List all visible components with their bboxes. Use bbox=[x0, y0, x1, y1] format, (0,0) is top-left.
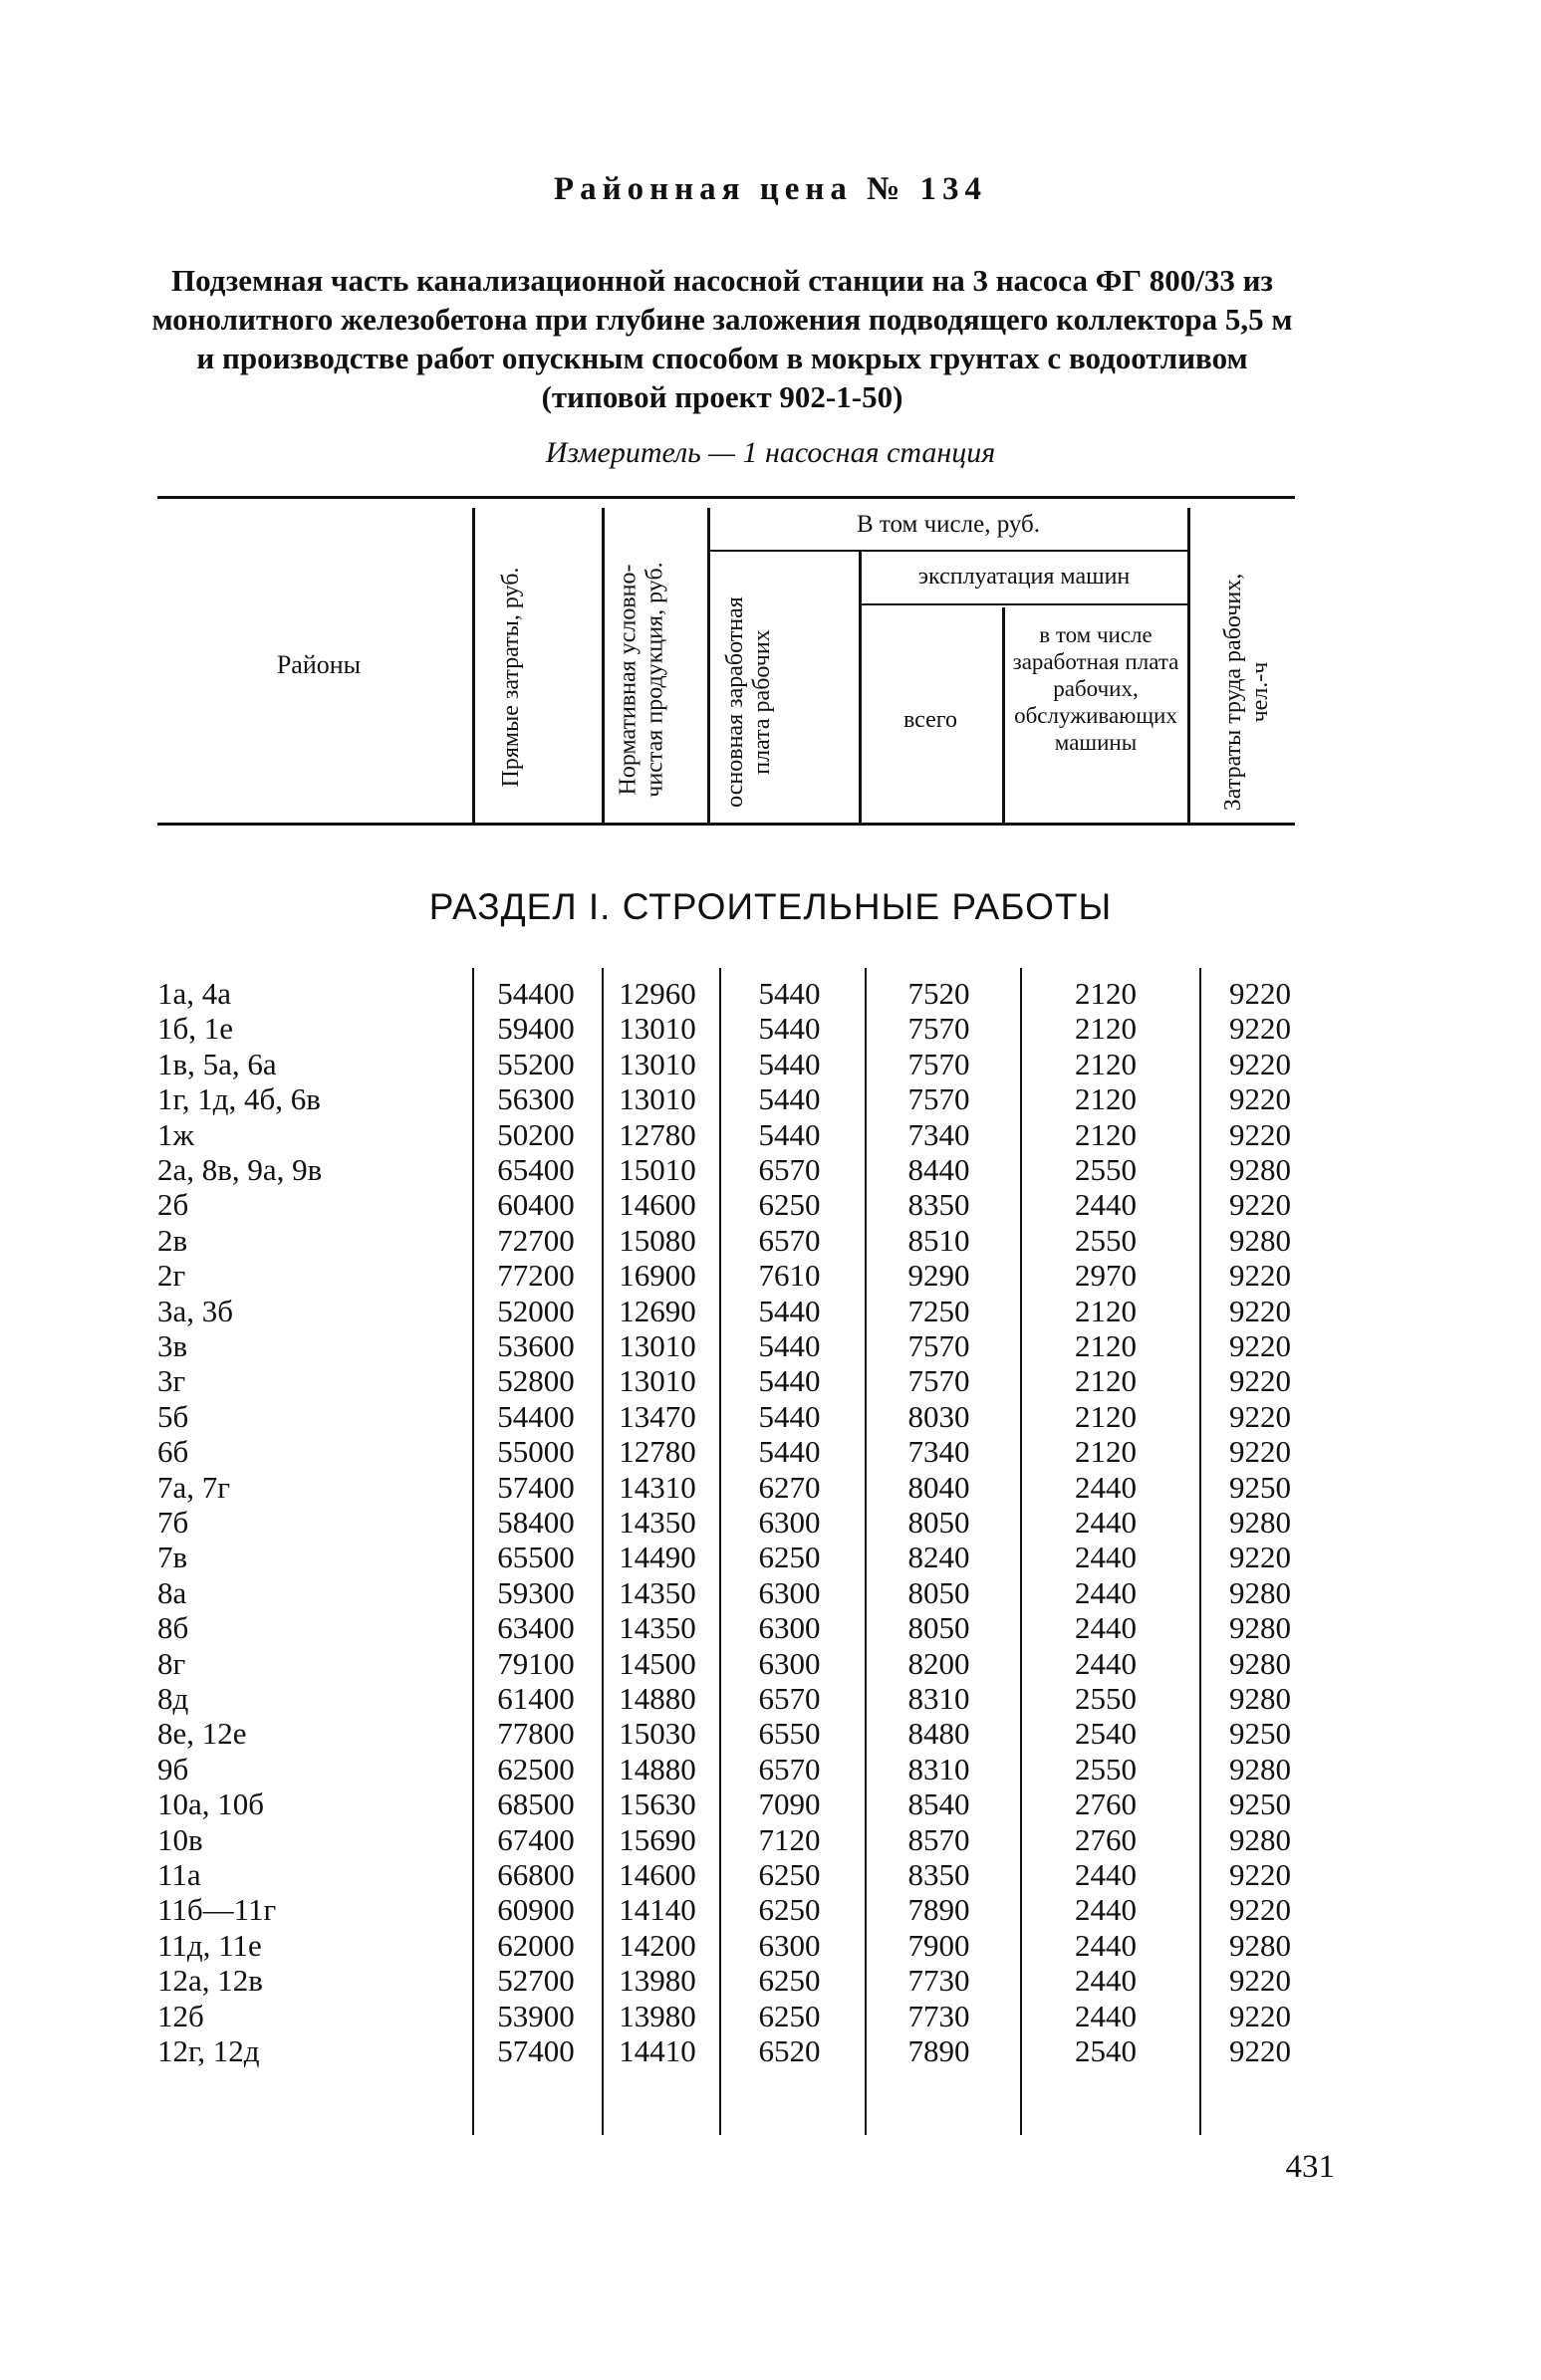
overhead-cell: 12780 bbox=[619, 1116, 696, 1152]
direct-costs-cell: 50200 bbox=[497, 1116, 575, 1152]
labor-cell: 9220 bbox=[1229, 976, 1291, 1011]
labor-cell: 9280 bbox=[1229, 1505, 1291, 1540]
direct-costs-cell: 52700 bbox=[497, 1963, 575, 1999]
table-row bbox=[0, 1399, 1541, 1435]
machines-total-cell: 7900 bbox=[907, 1927, 970, 1963]
direct-costs-cell: 65400 bbox=[497, 1152, 575, 1187]
region-cell: 10в bbox=[157, 1821, 203, 1857]
page-title: Районная цена № 134 bbox=[553, 171, 988, 207]
direct-costs-cell: 55000 bbox=[497, 1434, 575, 1470]
machine-wage-cell: 2120 bbox=[1075, 976, 1137, 1011]
region-cell: 7а, 7г bbox=[157, 1469, 230, 1505]
table-row bbox=[0, 1610, 1541, 1646]
base-wage-cell: 7090 bbox=[758, 1786, 821, 1822]
labor-cell: 9220 bbox=[1229, 1892, 1291, 1928]
table-row bbox=[0, 976, 1541, 1012]
table-row bbox=[0, 1223, 1541, 1259]
table-row bbox=[0, 1011, 1541, 1047]
overhead-cell: 15080 bbox=[619, 1222, 696, 1258]
table-row bbox=[0, 1681, 1541, 1717]
table-row bbox=[0, 1540, 1541, 1575]
table-row bbox=[0, 1258, 1541, 1294]
base-wage-cell: 7610 bbox=[758, 1258, 821, 1294]
direct-costs-cell: 77800 bbox=[497, 1716, 575, 1752]
base-wage-cell: 5440 bbox=[758, 1398, 821, 1434]
base-wage-cell: 6570 bbox=[758, 1681, 821, 1716]
overhead-cell: 13010 bbox=[619, 1011, 696, 1047]
table-row bbox=[0, 1434, 1541, 1470]
machine-wage-cell: 2440 bbox=[1075, 1963, 1137, 1999]
direct-costs-cell: 63400 bbox=[497, 1610, 575, 1646]
machine-wage-cell: 2120 bbox=[1075, 1328, 1137, 1363]
base-wage-cell: 6250 bbox=[758, 1892, 821, 1928]
overhead-cell: 15630 bbox=[619, 1786, 696, 1822]
overhead-cell: 14140 bbox=[619, 1892, 696, 1928]
labor-cell: 9220 bbox=[1229, 1293, 1291, 1328]
region-cell: 9б bbox=[157, 1751, 189, 1786]
section-heading: РАЗДЕЛ I. СТРОИТЕЛЬНЫЕ РАБОТЫ bbox=[428, 886, 1113, 927]
overhead-cell: 14880 bbox=[619, 1681, 696, 1716]
base-wage-cell: 6250 bbox=[758, 1963, 821, 1999]
machines-total-cell: 7570 bbox=[907, 1328, 970, 1363]
machines-total-cell: 7250 bbox=[907, 1293, 970, 1328]
header-labor: Затраты труда рабочих, чел.-ч bbox=[1220, 573, 1273, 812]
direct-costs-cell: 72700 bbox=[497, 1222, 575, 1258]
table-row bbox=[0, 1752, 1541, 1787]
labor-cell: 9220 bbox=[1229, 1258, 1291, 1294]
direct-costs-cell: 57400 bbox=[497, 1469, 575, 1505]
overhead-cell: 14500 bbox=[619, 1645, 696, 1681]
direct-costs-cell: 54400 bbox=[497, 1398, 575, 1434]
machine-wage-cell: 2540 bbox=[1075, 1716, 1137, 1752]
base-wage-cell: 7120 bbox=[758, 1821, 821, 1857]
table-row bbox=[0, 1117, 1541, 1153]
machines-total-cell: 8440 bbox=[907, 1152, 970, 1187]
header-including: В том числе, руб. bbox=[856, 511, 1041, 538]
overhead-cell: 13980 bbox=[619, 1998, 696, 2033]
region-cell: 8е, 12е bbox=[157, 1716, 247, 1752]
labor-cell: 9220 bbox=[1229, 1963, 1291, 1999]
header-total: всего bbox=[902, 707, 958, 733]
table-row bbox=[0, 1857, 1541, 1893]
machines-total-cell: 7890 bbox=[907, 2033, 970, 2068]
region-cell: 11б—11г bbox=[157, 1892, 277, 1928]
table-row bbox=[0, 1716, 1541, 1752]
labor-cell: 9220 bbox=[1229, 1398, 1291, 1434]
table-row bbox=[0, 1928, 1541, 1964]
table-row bbox=[0, 1646, 1541, 1682]
region-cell: 1ж bbox=[157, 1116, 194, 1152]
header-overhead: Нормативная условно-чистая продукция, руб. bbox=[615, 562, 668, 798]
table-row bbox=[0, 1152, 1541, 1188]
region-cell: 7б bbox=[157, 1505, 189, 1540]
labor-cell: 9220 bbox=[1229, 1328, 1291, 1363]
direct-costs-cell: 77200 bbox=[497, 1258, 575, 1294]
direct-costs-cell: 67400 bbox=[497, 1821, 575, 1857]
machine-wage-cell: 2440 bbox=[1075, 1927, 1137, 1963]
base-wage-cell: 6250 bbox=[758, 1187, 821, 1223]
labor-cell: 9280 bbox=[1229, 1821, 1291, 1857]
machine-wage-cell: 2440 bbox=[1075, 1187, 1137, 1223]
machines-total-cell: 8240 bbox=[907, 1540, 970, 1575]
base-wage-cell: 5440 bbox=[758, 976, 821, 1011]
labor-cell: 9220 bbox=[1229, 1081, 1291, 1117]
direct-costs-cell: 52800 bbox=[497, 1363, 575, 1399]
machine-wage-cell: 2120 bbox=[1075, 1293, 1137, 1328]
base-wage-cell: 6250 bbox=[758, 1857, 821, 1892]
machine-wage-cell: 2760 bbox=[1075, 1786, 1137, 1822]
region-cell: 2г bbox=[157, 1258, 186, 1294]
machines-total-cell: 8030 bbox=[907, 1398, 970, 1434]
base-wage-cell: 6570 bbox=[758, 1222, 821, 1258]
labor-cell: 9250 bbox=[1229, 1786, 1291, 1822]
base-wage-cell: 6300 bbox=[758, 1574, 821, 1610]
labor-cell: 9220 bbox=[1229, 1998, 1291, 2033]
base-wage-cell: 5440 bbox=[758, 1116, 821, 1152]
direct-costs-cell: 53600 bbox=[497, 1328, 575, 1363]
region-cell: 2в bbox=[157, 1222, 188, 1258]
direct-costs-cell: 59300 bbox=[497, 1574, 575, 1610]
overhead-cell: 12780 bbox=[619, 1434, 696, 1470]
machine-wage-cell: 2440 bbox=[1075, 1998, 1137, 2033]
region-cell: 2б bbox=[157, 1187, 189, 1223]
direct-costs-cell: 54400 bbox=[497, 976, 575, 1011]
region-cell: 8д bbox=[157, 1681, 189, 1716]
table-row bbox=[0, 2033, 1541, 2069]
machines-total-cell: 7340 bbox=[907, 1116, 970, 1152]
overhead-cell: 14310 bbox=[619, 1469, 696, 1505]
machine-wage-cell: 2120 bbox=[1075, 1116, 1137, 1152]
direct-costs-cell: 58400 bbox=[497, 1505, 575, 1540]
machine-wage-cell: 2440 bbox=[1075, 1574, 1137, 1610]
region-cell: 12а, 12в bbox=[157, 1963, 263, 1999]
machines-total-cell: 7570 bbox=[907, 1081, 970, 1117]
labor-cell: 9280 bbox=[1229, 1574, 1291, 1610]
machines-total-cell: 7570 bbox=[907, 1011, 970, 1047]
machine-wage-cell: 2440 bbox=[1075, 1540, 1137, 1575]
machines-total-cell: 8050 bbox=[907, 1505, 970, 1540]
machine-wage-cell: 2760 bbox=[1075, 1821, 1137, 1857]
header-divider bbox=[1187, 508, 1190, 823]
direct-costs-cell: 66800 bbox=[497, 1857, 575, 1892]
overhead-cell: 12690 bbox=[619, 1293, 696, 1328]
table-row bbox=[0, 1963, 1541, 1999]
region-cell: 11д, 11е bbox=[157, 1927, 262, 1963]
overhead-cell: 14410 bbox=[619, 2033, 696, 2068]
direct-costs-cell: 52000 bbox=[497, 1293, 575, 1328]
machines-total-cell: 7730 bbox=[907, 1998, 970, 2033]
machine-wage-cell: 2440 bbox=[1075, 1892, 1137, 1928]
overhead-cell: 15010 bbox=[619, 1152, 696, 1187]
labor-cell: 9250 bbox=[1229, 1469, 1291, 1505]
machine-wage-cell: 2550 bbox=[1075, 1681, 1137, 1716]
overhead-cell: 14200 bbox=[619, 1927, 696, 1963]
region-cell: 2а, 8в, 9а, 9в bbox=[157, 1152, 323, 1187]
machines-total-cell: 7570 bbox=[907, 1363, 970, 1399]
header-machines: эксплуатация машин bbox=[917, 564, 1131, 590]
labor-cell: 9280 bbox=[1229, 1222, 1291, 1258]
machine-wage-cell: 2440 bbox=[1075, 1610, 1137, 1646]
labor-cell: 9280 bbox=[1229, 1927, 1291, 1963]
overhead-cell: 13010 bbox=[619, 1081, 696, 1117]
region-cell: 1б, 1е bbox=[157, 1011, 234, 1047]
machine-wage-cell: 2550 bbox=[1075, 1222, 1137, 1258]
machine-wage-cell: 2540 bbox=[1075, 2033, 1137, 2068]
overhead-cell: 12960 bbox=[619, 976, 696, 1011]
machines-total-cell: 8310 bbox=[907, 1751, 970, 1786]
labor-cell: 9250 bbox=[1229, 1716, 1291, 1752]
table-row bbox=[0, 1081, 1541, 1117]
including-rule bbox=[709, 550, 1187, 552]
direct-costs-cell: 68500 bbox=[497, 1786, 575, 1822]
header-divider bbox=[602, 508, 605, 823]
direct-costs-cell: 57400 bbox=[497, 2033, 575, 2068]
base-wage-cell: 6550 bbox=[758, 1716, 821, 1752]
machines-total-cell: 7890 bbox=[907, 1892, 970, 1928]
region-cell: 3в bbox=[157, 1328, 188, 1363]
base-wage-cell: 5440 bbox=[758, 1363, 821, 1399]
region-cell: 1а, 4а bbox=[157, 976, 232, 1011]
overhead-cell: 14600 bbox=[619, 1187, 696, 1223]
machines-total-cell: 8040 bbox=[907, 1469, 970, 1505]
header-divider bbox=[472, 508, 475, 823]
base-wage-cell: 5440 bbox=[758, 1046, 821, 1081]
table-row bbox=[0, 1363, 1541, 1399]
labor-cell: 9220 bbox=[1229, 1187, 1291, 1223]
machine-wage-cell: 2120 bbox=[1075, 1363, 1137, 1399]
table-row bbox=[0, 1187, 1541, 1223]
table-row bbox=[0, 1575, 1541, 1611]
region-cell: 11а bbox=[157, 1857, 201, 1892]
machine-wage-cell: 2120 bbox=[1075, 1011, 1137, 1047]
header-base-wage: основная заработная плата рабочих bbox=[722, 596, 775, 808]
machines-total-cell: 8540 bbox=[907, 1786, 970, 1822]
machines-total-cell: 9290 bbox=[907, 1258, 970, 1294]
direct-costs-cell: 62000 bbox=[497, 1927, 575, 1963]
region-cell: 10а, 10б bbox=[157, 1786, 265, 1822]
machines-total-cell: 8480 bbox=[907, 1716, 970, 1752]
region-cell: 12г, 12д bbox=[157, 2033, 260, 2068]
table-row bbox=[0, 1047, 1541, 1082]
labor-cell: 9280 bbox=[1229, 1751, 1291, 1786]
machines-total-cell: 7570 bbox=[907, 1046, 970, 1081]
direct-costs-cell: 61400 bbox=[497, 1681, 575, 1716]
machine-wage-cell: 2550 bbox=[1075, 1751, 1137, 1786]
base-wage-cell: 5440 bbox=[758, 1011, 821, 1047]
labor-cell: 9220 bbox=[1229, 1363, 1291, 1399]
base-wage-cell: 6570 bbox=[758, 1751, 821, 1786]
table-row bbox=[0, 1328, 1541, 1364]
machines-total-cell: 8310 bbox=[907, 1681, 970, 1716]
overhead-cell: 13010 bbox=[619, 1328, 696, 1363]
base-wage-cell: 6250 bbox=[758, 1540, 821, 1575]
machines-total-cell: 7730 bbox=[907, 1963, 970, 1999]
table-row bbox=[0, 1892, 1541, 1928]
base-wage-cell: 6300 bbox=[758, 1645, 821, 1681]
overhead-cell: 15690 bbox=[619, 1821, 696, 1857]
direct-costs-cell: 60400 bbox=[497, 1187, 575, 1223]
labor-cell: 9220 bbox=[1229, 1116, 1291, 1152]
overhead-cell: 13980 bbox=[619, 1963, 696, 1999]
base-wage-cell: 6570 bbox=[758, 1152, 821, 1187]
machines-rule bbox=[859, 603, 1187, 605]
base-wage-cell: 6300 bbox=[758, 1610, 821, 1646]
labor-cell: 9220 bbox=[1229, 1857, 1291, 1892]
table-row bbox=[0, 1294, 1541, 1329]
overhead-cell: 14350 bbox=[619, 1610, 696, 1646]
direct-costs-cell: 60900 bbox=[497, 1892, 575, 1928]
direct-costs-cell: 53900 bbox=[497, 1998, 575, 2033]
machines-total-cell: 8350 bbox=[907, 1187, 970, 1223]
overhead-cell: 14350 bbox=[619, 1574, 696, 1610]
region-cell: 3а, 3б bbox=[157, 1293, 234, 1328]
labor-cell: 9280 bbox=[1229, 1681, 1291, 1716]
labor-cell: 9280 bbox=[1229, 1152, 1291, 1187]
base-wage-cell: 5440 bbox=[758, 1434, 821, 1470]
machine-wage-cell: 2120 bbox=[1075, 1046, 1137, 1081]
machine-wage-cell: 2440 bbox=[1075, 1505, 1137, 1540]
table-row bbox=[0, 1505, 1541, 1541]
base-wage-cell: 6520 bbox=[758, 2033, 821, 2068]
header-bottom-rule bbox=[157, 823, 1295, 826]
machine-wage-cell: 2440 bbox=[1075, 1645, 1137, 1681]
measure-unit: Измеритель — 1 насосная станция bbox=[545, 436, 996, 469]
machines-total-cell: 8050 bbox=[907, 1574, 970, 1610]
base-wage-cell: 5440 bbox=[758, 1293, 821, 1328]
region-cell: 3г bbox=[157, 1363, 186, 1399]
table-row bbox=[0, 1999, 1541, 2034]
overhead-cell: 13010 bbox=[619, 1363, 696, 1399]
table-row bbox=[0, 1470, 1541, 1506]
table-row bbox=[0, 1786, 1541, 1822]
labor-cell: 9220 bbox=[1229, 1046, 1291, 1081]
overhead-cell: 13470 bbox=[619, 1398, 696, 1434]
table-row bbox=[0, 1822, 1541, 1858]
header-direct-costs: Прямые затраты, руб. bbox=[498, 567, 524, 788]
base-wage-cell: 5440 bbox=[758, 1328, 821, 1363]
page-number: 431 bbox=[1285, 2149, 1335, 2185]
direct-costs-cell: 65500 bbox=[497, 1540, 575, 1575]
base-wage-cell: 6250 bbox=[758, 1998, 821, 2033]
header-divider bbox=[707, 508, 710, 823]
machines-total-cell: 8200 bbox=[907, 1645, 970, 1681]
overhead-cell: 13010 bbox=[619, 1046, 696, 1081]
region-cell: 1в, 5а, 6а bbox=[157, 1046, 277, 1081]
base-wage-cell: 6270 bbox=[758, 1469, 821, 1505]
machines-total-cell: 8570 bbox=[907, 1821, 970, 1857]
region-cell: 8б bbox=[157, 1610, 189, 1646]
overhead-cell: 14490 bbox=[619, 1540, 696, 1575]
region-cell: 12б bbox=[157, 1998, 204, 2033]
machine-wage-cell: 2440 bbox=[1075, 1469, 1137, 1505]
direct-costs-cell: 62500 bbox=[497, 1751, 575, 1786]
base-wage-cell: 5440 bbox=[758, 1081, 821, 1117]
region-cell: 8а bbox=[157, 1574, 187, 1610]
machine-wage-cell: 2120 bbox=[1075, 1434, 1137, 1470]
machines-total-cell: 7340 bbox=[907, 1434, 970, 1470]
region-cell: 1г, 1д, 4б, 6в bbox=[157, 1081, 321, 1117]
labor-cell: 9220 bbox=[1229, 1540, 1291, 1575]
labor-cell: 9220 bbox=[1229, 1011, 1291, 1047]
base-wage-cell: 6300 bbox=[758, 1505, 821, 1540]
overhead-cell: 14350 bbox=[619, 1505, 696, 1540]
header-regions: Районы bbox=[276, 650, 362, 679]
labor-cell: 9220 bbox=[1229, 1434, 1291, 1470]
machine-wage-cell: 2440 bbox=[1075, 1857, 1137, 1892]
document-subtitle: Подземная часть канализационной насосной станции на 3 насоса ФГ 800/33 из монолитного железобетона при глубине заложения подводящего коллектора 5,5 м и производстве работ опускным способом в мокрых грунтах с водоотливом (типовой проект 902-1-50) bbox=[151, 263, 1293, 414]
direct-costs-cell: 55200 bbox=[497, 1046, 575, 1081]
region-cell: 6б bbox=[157, 1434, 189, 1470]
overhead-cell: 14600 bbox=[619, 1857, 696, 1892]
machines-total-cell: 8050 bbox=[907, 1610, 970, 1646]
header-machine-wage: в том числе заработная плата рабочих, обслуживающих машины bbox=[1012, 622, 1179, 755]
header-top-rule bbox=[157, 496, 1295, 499]
base-wage-cell: 6300 bbox=[758, 1927, 821, 1963]
direct-costs-cell: 56300 bbox=[497, 1081, 575, 1117]
region-cell: 8г bbox=[157, 1645, 186, 1681]
overhead-cell: 14880 bbox=[619, 1751, 696, 1786]
direct-costs-cell: 59400 bbox=[497, 1011, 575, 1047]
region-cell: 7в bbox=[157, 1540, 188, 1575]
overhead-cell: 16900 bbox=[619, 1258, 696, 1294]
direct-costs-cell: 79100 bbox=[497, 1645, 575, 1681]
overhead-cell: 15030 bbox=[619, 1716, 696, 1752]
machines-total-cell: 8510 bbox=[907, 1222, 970, 1258]
machines-total-cell: 8350 bbox=[907, 1857, 970, 1892]
labor-cell: 9280 bbox=[1229, 1645, 1291, 1681]
header-divider bbox=[1002, 607, 1005, 823]
region-cell: 5б bbox=[157, 1398, 189, 1434]
machines-total-cell: 7520 bbox=[907, 976, 970, 1011]
machine-wage-cell: 2970 bbox=[1075, 1258, 1137, 1294]
header-divider bbox=[859, 552, 862, 823]
machine-wage-cell: 2550 bbox=[1075, 1152, 1137, 1187]
machine-wage-cell: 2120 bbox=[1075, 1398, 1137, 1434]
machine-wage-cell: 2120 bbox=[1075, 1081, 1137, 1117]
labor-cell: 9220 bbox=[1229, 2033, 1291, 2068]
labor-cell: 9280 bbox=[1229, 1610, 1291, 1646]
